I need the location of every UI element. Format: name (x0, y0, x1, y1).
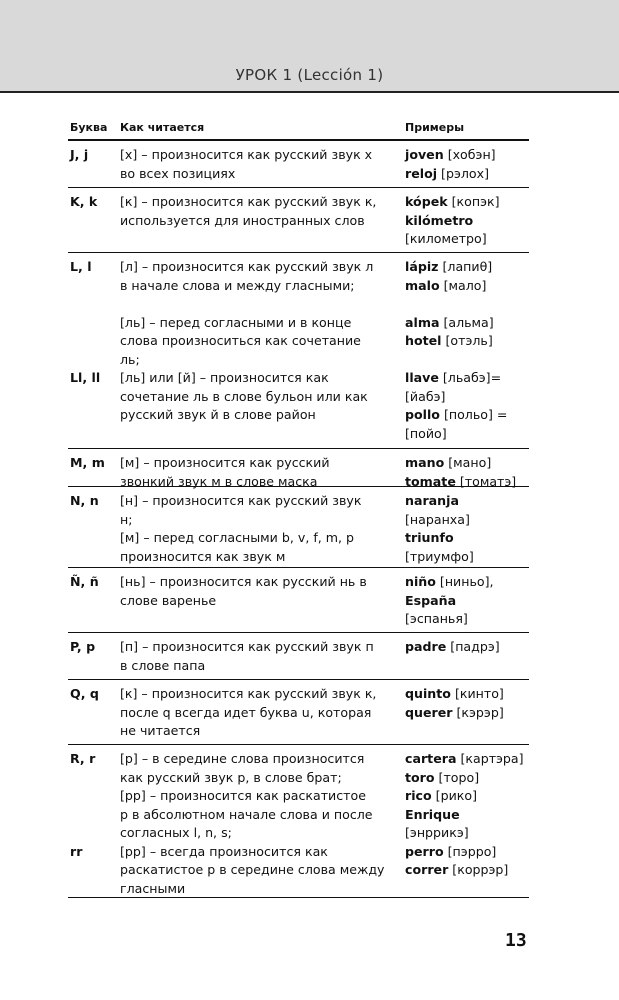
example-line (405, 146, 529, 165)
reading-line: слове варенье (120, 592, 217, 608)
letter-cell: J, j (70, 147, 89, 162)
reading-line: в начале слова и между гласными; (120, 277, 355, 293)
example-line (405, 425, 529, 444)
reading-line: [к] – произносится как русский звук к, (120, 194, 377, 209)
reading-line: используется для иностранных слов (120, 212, 365, 228)
letter-cell: Ñ, ñ (70, 574, 99, 589)
example-word: kópek (405, 194, 448, 209)
example-transcription: [льабэ]= (438, 370, 502, 385)
table-row (68, 253, 529, 449)
example-line (405, 610, 529, 629)
example-transcription: [энррикэ] (405, 825, 469, 840)
example-word: niño (405, 574, 436, 589)
table-row (68, 633, 529, 680)
table-row (68, 568, 529, 633)
reading-line: раскатистое р в середине слова между (120, 862, 385, 877)
page-number: 13 (505, 930, 527, 951)
column-header-letter: Буква (70, 121, 108, 134)
example-word: perro (405, 843, 444, 859)
example-line (405, 769, 529, 788)
reading-line: [н] – произносится как русский звук (120, 493, 362, 508)
letter-cell: K, k (70, 194, 98, 209)
table-row (68, 188, 529, 253)
example-transcription: [ниньо], (435, 574, 494, 589)
example-line (405, 573, 529, 592)
example-line (405, 332, 529, 351)
example-word: pollo (405, 407, 440, 422)
example-line (405, 592, 529, 611)
example-transcription: [копэк] (447, 194, 500, 209)
reading-line: [р] – в середине слова произносится (120, 751, 365, 766)
example-line (405, 193, 529, 212)
example-line (405, 685, 529, 704)
table-row (68, 745, 529, 898)
example-line (405, 277, 529, 296)
example-word: hotel (405, 333, 442, 348)
header-rule (0, 91, 619, 93)
reading-line: не читается (120, 723, 201, 738)
table-row (68, 449, 529, 487)
example-word: lápiz (405, 259, 439, 274)
reading-line: произносится как звук м (120, 548, 286, 564)
example-transcription: [кинто] (450, 686, 504, 701)
example-line (405, 824, 529, 843)
example-transcription: [кэрэр] (452, 704, 504, 720)
example-word: llave (405, 370, 439, 385)
example-line (405, 787, 529, 806)
example-line (405, 388, 529, 407)
example-transcription: [наранха] (405, 511, 470, 527)
reading-line: [п] – произносится как русский звук п (120, 639, 374, 654)
reading-line: [рр] – произносится как раскатистое (120, 788, 366, 803)
table-row (68, 680, 529, 745)
example-line (405, 704, 529, 723)
reading-line: звонкий звук м в слове маска (120, 473, 318, 489)
example-transcription: [хобэн] (443, 147, 496, 162)
example-word: naranja (405, 493, 459, 508)
letter-cell: N, n (70, 493, 99, 508)
letter-cell: R, r (70, 751, 96, 766)
reading-line: [ль] или [й] – произносится как (120, 370, 329, 385)
example-line (405, 638, 529, 657)
example-transcription: [пэрро] (443, 843, 497, 859)
reading-line: слова произноситься как сочетание (120, 333, 361, 348)
example-word: reloj (405, 165, 438, 181)
example-transcription: [томатэ] (455, 473, 517, 489)
example-word: alma (405, 314, 440, 330)
letter-cell: rr (70, 843, 83, 859)
example-line (405, 258, 529, 277)
example-line (405, 806, 529, 825)
example-line (405, 861, 529, 880)
example-word: correr (405, 862, 449, 877)
reading-line: согласных l, n, s; (120, 825, 232, 840)
example-word: malo (405, 277, 440, 293)
reading-line: сочетание ль в слове бульон или как (120, 388, 368, 404)
example-word: tomate (405, 473, 456, 489)
example-transcription: [триумфо] (405, 548, 474, 564)
reading-line: [х] – произносится как русский звук х (120, 147, 373, 162)
example-word: toro (405, 769, 435, 785)
example-word: triunfo (405, 530, 454, 545)
example-word: querer (405, 704, 453, 720)
example-word: padre (405, 639, 447, 654)
example-transcription: [коррэр] (448, 862, 509, 877)
example-line (405, 529, 529, 548)
letter-cell: M, m (70, 455, 105, 470)
reading-line: [ль] – перед согласными и в конце (120, 314, 352, 330)
reading-line: после q всегда идет буква u, которая (120, 704, 372, 720)
reading-line: во всех позициях (120, 165, 236, 181)
example-line (405, 843, 529, 862)
reading-line: ль; (120, 351, 140, 367)
example-transcription: [рэлох] (437, 165, 489, 181)
example-transcription: [польо] = (439, 407, 508, 422)
table-body (68, 141, 529, 898)
column-header-examples: Примеры (405, 121, 465, 134)
example-transcription: [мало] (439, 277, 487, 293)
example-line (405, 230, 529, 249)
example-transcription: [эспанья] (405, 611, 468, 626)
letter-cell: P, p (70, 639, 96, 654)
table-header-row (68, 117, 529, 141)
example-word: España (405, 592, 457, 608)
example-line (405, 314, 529, 333)
example-transcription: [йабэ] (405, 388, 446, 404)
example-line (405, 511, 529, 530)
example-word: quinto (405, 686, 451, 701)
example-line (405, 750, 529, 769)
reading-line: как русский звук р, в слове брат; (120, 769, 342, 785)
example-word: mano (405, 455, 445, 470)
example-transcription: [картэра] (456, 751, 524, 766)
example-word: cartera (405, 751, 457, 766)
example-line (405, 369, 529, 388)
table-row (68, 141, 529, 188)
letter-cell: Q, q (70, 686, 99, 701)
example-line (405, 492, 529, 511)
reading-line: в слове папа (120, 657, 206, 673)
reading-line: н; (120, 511, 133, 527)
example-transcription: [альма] (439, 314, 494, 330)
example-transcription: [падрэ] (446, 639, 500, 654)
example-line (405, 212, 529, 231)
example-transcription: [отэль] (441, 333, 493, 348)
example-transcription: [пойо] (405, 425, 447, 441)
example-word: joven (405, 147, 444, 162)
reading-line: [м] – перед согласными b, v, f, m, p (120, 530, 355, 545)
letter-cell: L, l (70, 259, 92, 274)
reading-line: [м] – произносится как русский (120, 455, 330, 470)
example-transcription: [рико] (431, 788, 477, 803)
reading-line: р в абсолютном начале слова и после (120, 806, 373, 822)
example-word: kilómetro (405, 212, 474, 228)
reading-line: [нь] – произносится как русский нь в (120, 574, 367, 589)
example-word: Enrique (405, 806, 460, 822)
alphabet-table (68, 117, 529, 898)
example-line (405, 406, 529, 425)
reading-line: [к] – произносится как русский звук к, (120, 686, 377, 701)
reading-line: [рр] – всегда произносится как (120, 843, 328, 859)
reading-line: [л] – произносится как русский звук л (120, 259, 374, 274)
example-transcription: [километро] (405, 231, 487, 246)
example-transcription: [торо] (434, 769, 480, 785)
page-header-title: УРОК 1 (Lección 1) (235, 66, 384, 84)
reading-line: гласными (120, 880, 186, 896)
example-transcription: [лапиθ] (438, 259, 493, 274)
example-line (405, 165, 529, 184)
example-word: rico (405, 788, 432, 803)
table-row (68, 487, 529, 568)
example-transcription: [мано] (444, 455, 492, 470)
letter-cell: Ll, ll (70, 370, 101, 385)
example-line (405, 454, 529, 473)
column-header-reading: Как читается (120, 121, 205, 134)
reading-line: русский звук й в слове район (120, 407, 316, 422)
example-line (405, 548, 529, 567)
